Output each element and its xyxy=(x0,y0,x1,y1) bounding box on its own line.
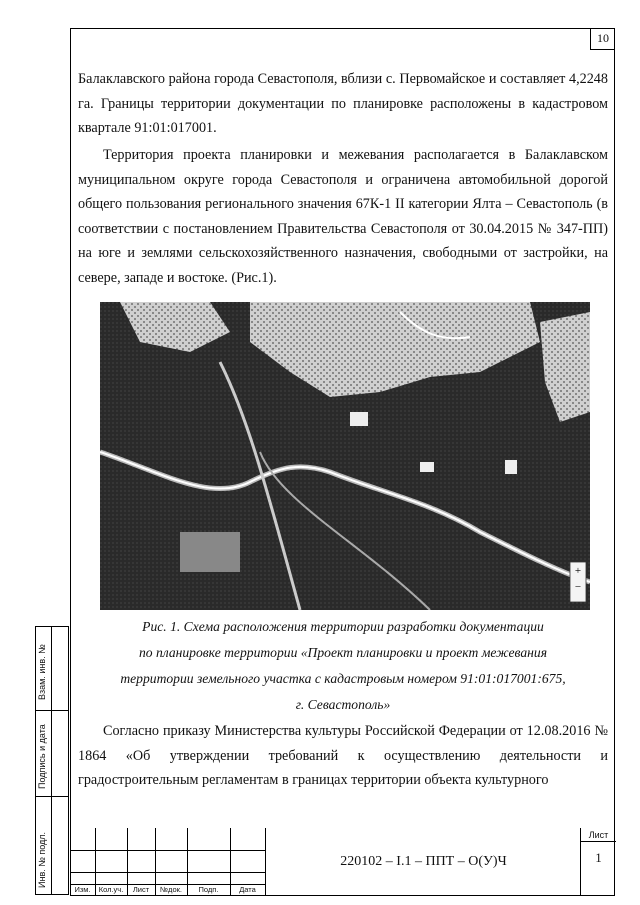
location-map xyxy=(100,302,590,610)
side-label-podpis: Подпись и дата xyxy=(37,724,47,789)
revision-table xyxy=(70,828,265,896)
stamp-header-list: Лист xyxy=(132,885,150,894)
figure-caption-line-3: территории земельного участка с кадастровым номером 91:01:017001:675, xyxy=(120,671,566,686)
sheet-number: 1 xyxy=(595,850,602,865)
stamp-header-kolvo: Кол.уч. xyxy=(98,885,124,894)
title-block xyxy=(70,828,615,896)
zoom-in-button[interactable]: + xyxy=(574,565,582,577)
figure-caption-line-1: Рис. 1. Схема расположения территории разработки документации xyxy=(142,619,544,634)
sheet-box xyxy=(580,828,616,896)
sheet-label: Лист xyxy=(581,830,616,842)
figure-caption-line-4: г. Севастополь» xyxy=(295,697,391,712)
stamp-header-data: Дата xyxy=(239,885,256,894)
stamp-header-ndok: №док. xyxy=(160,885,182,894)
paragraph-2: Территория проекта планировки и межевания располагается в Балаклавском муниципальном округе города Севастополя и ограничена автомобильной дорогой общего пользования регионального значения 67К-1 II категории Ялта – Севастополь (в соответствии с постановлением Правительства Севастополя от 30.04.2015 № 347-ПП) на юге и землями сельскохозяйственного назначения, свободными от застройки, на севере, западе и востоке. (Рис.1). xyxy=(78,147,608,286)
side-label-inv: Инв. № подл. xyxy=(37,831,47,888)
figure-caption-line-2: по планировке территории «Проект планировки и проект межевания xyxy=(138,645,548,660)
page-number: 10 xyxy=(590,28,615,50)
side-strip xyxy=(35,626,69,895)
stamp-header-podp: Подп. xyxy=(198,885,219,894)
paragraph-3: Согласно приказу Министерства культуры Российской Федерации от 12.08.2016 № 1864 «Об утверждении требований к осуществлению деятельности и градостроительным регламентам в границах территории объекта культурного xyxy=(78,723,608,789)
stamp-header-izm: Изм. xyxy=(74,885,91,894)
document-code: 220102 – I.1 – ППТ – О(У)Ч xyxy=(265,828,581,896)
side-label-vzam: Взам. инв. № xyxy=(37,644,47,700)
zoom-out-button[interactable]: − xyxy=(574,581,582,593)
paragraph-1: Балаклавского района города Севастополя, вблизи с. Первомайское и составляет 4,2248 га. Границы территории документации по планировке расположены в кадастровом квартале 91:01:017001. xyxy=(78,71,608,137)
